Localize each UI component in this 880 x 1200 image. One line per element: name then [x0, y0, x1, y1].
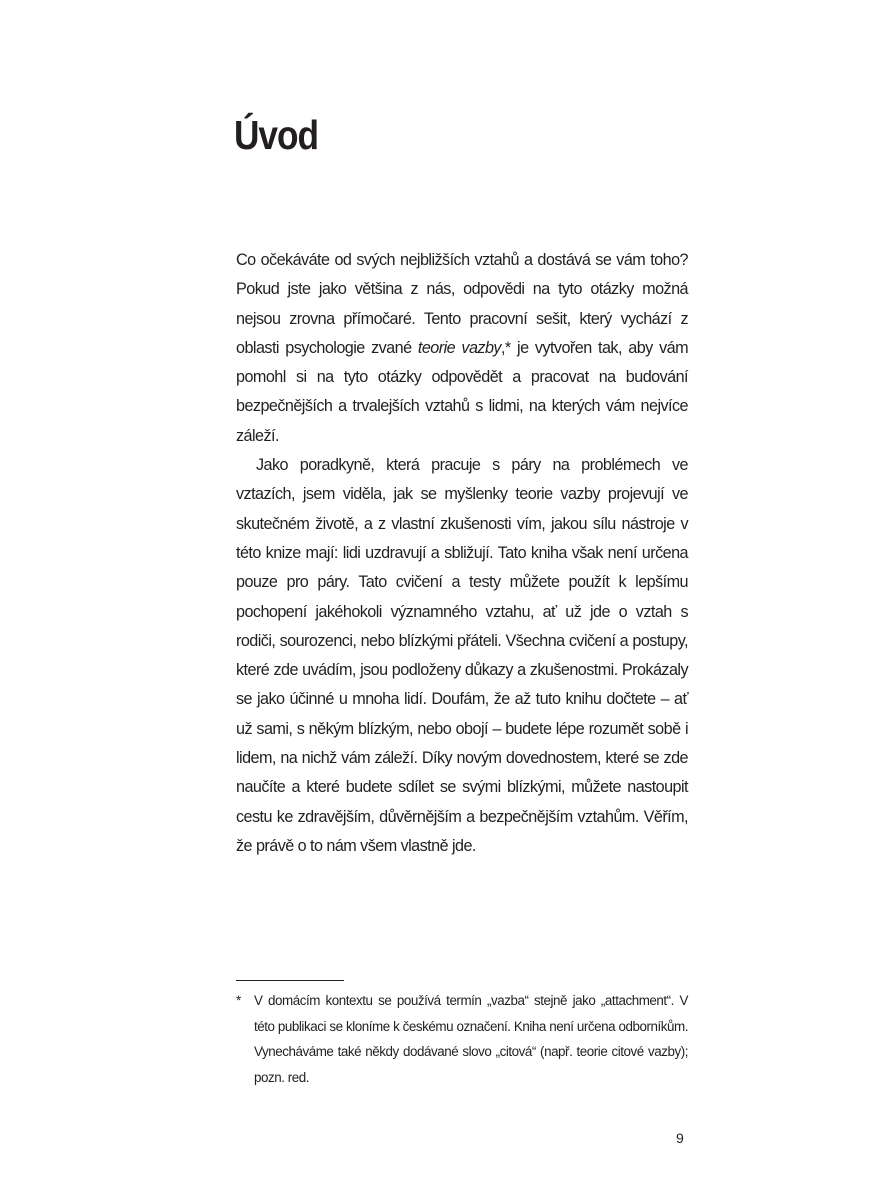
paragraph-1-text-end: ,* je vytvořen tak, aby vám pomohl si na tyto otázky odpovědět a pracovat na budování bezpečnějších a trvalejších vztahů s lidmi, na kterých vám nejvíce záleží.	[236, 338, 688, 445]
term-italic: teorie vazby	[417, 338, 501, 357]
footnote-mark: *	[236, 993, 241, 1008]
page-number: 9	[676, 1130, 684, 1146]
footnote-text: V domácím kontextu se používá termín „vazba“ stejně jako „attachment“. V této publikaci se kloníme k českému označení. Kniha není určena odborníkům. Vynecháváme také někdy dodávané slovo „citová“ (např. teorie citové vazby); pozn. red.	[254, 993, 688, 1085]
footnote	[236, 988, 688, 1090]
paragraph-1	[236, 246, 688, 451]
paragraph-2: Jako poradkyně, která pracuje s páry na problémech ve vztazích, jsem viděla, jak se myšlenky teorie vazby projevují ve skutečném životě, a z vlastní zkušenosti vím, jakou sílu nástroje v této knize mají: lidi uzdravují a sbližují. Tato kniha však není určena pouze pro páry. Tato cvičení a testy můžete použít k lepšímu pochopení jakéhokoli významného vztahu, ať už jde o vztah s rodiči, sourozenci, nebo blízkými přáteli. Všechna cvičení a postupy, které zde uvádím, jsou podloženy důkazy a zkušenostmi. Prokázaly se jako účinné u mnoha lidí. Doufám, že až tuto knihu dočtete – ať už sami, s někým blízkým, nebo obojí – budete lépe rozumět sobě i lidem, na nichž vám záleží. Díky novým dovednostem, které se zde naučíte a které budete sdílet se svými blízkými, můžete nastoupit cestu ke zdravějším, důvěrnějším a bezpečnějším vztahům. Věřím, že právě o to nám všem vlastně jde.	[236, 456, 688, 855]
chapter-title: Úvod	[234, 112, 319, 158]
footnote-divider	[236, 980, 344, 981]
paragraph-1-text-start: Co očekáváte od svých nejbližších vztahů a dostává se vám toho? Pokud jste jako většina z nás, odpovědi na tyto otázky možná nejsou zrovna přímočaré. Tento pracovní sešit, který vychází z oblasti psychologie zvané	[236, 251, 688, 357]
body-text	[236, 246, 688, 861]
